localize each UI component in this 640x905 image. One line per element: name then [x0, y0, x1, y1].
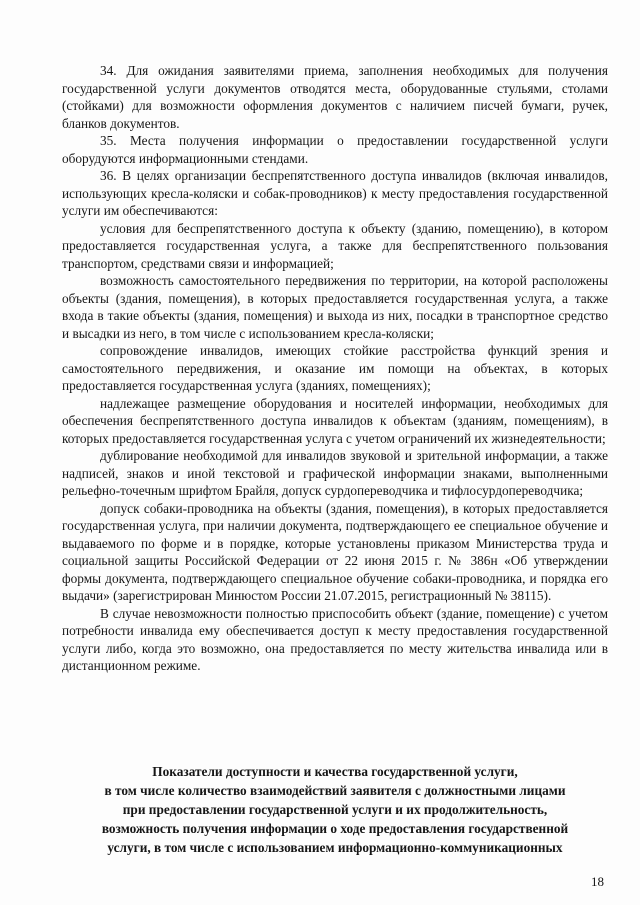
heading-line: услуги, в том числе с использованием информационно-коммуникационных	[107, 840, 563, 855]
list-item-equipment-placement: надлежащее размещение оборудования и носителей информации, необходимых для обеспечения беспрепятственного доступа инвалидов к объектам (зданиям, помещениям), в которых предоставляется государственная услуга с учетом ограничений их жизнедеятельности;	[62, 395, 608, 446]
body-text	[62, 62, 608, 675]
paragraph-36: 36. В целях организации беспрепятственного доступа инвалидов (включая инвалидов, использующих кресла-коляски и собак-проводников) к месту предоставления государственной услуги им обеспечиваются:	[62, 168, 608, 218]
list-item-access-conditions: условия для беспрепятственного доступа к объекту (зданию, помещению), в котором предоставляется государственная услуга, а также для беспрепятственного пользования транспортом, средствами связи и информацией;	[62, 220, 608, 271]
list-item-movement: возможность самостоятельного передвижения по территории, на которой расположены объекты (здания, помещения), в которых предоставляется государственная услуга, а также входа в такие объекты (здания, помещения) и выхода из них, посадки в транспортное средство и высадки из него, в том числе с использованием кресла-коляски;	[62, 273, 608, 341]
list-item-information-duplication: дублирование необходимой для инвалидов звуковой и зрительной информации, а также надписей, знаков и иной текстовой и графической информации знаками, выполненными рельефно-точечным шрифтом Брайля, допуск сурдопереводчика и тифлосурдопереводчика;	[62, 448, 608, 498]
section-heading	[62, 762, 608, 857]
heading-line: возможность получения информации о ходе предоставления государственной	[101, 821, 569, 836]
paragraph-impossibility: В случае невозможности полностью приспособить объект (здание, помещение) с учетом потребности инвалида ему обеспечивается доступ к месту предоставления государственной услуги либо, когда это возможно, она предоставляется по месту жительства инвалида или в дистанционном режиме.	[62, 605, 608, 673]
heading-line: Показатели доступности и качества государственной услуги,	[152, 764, 518, 779]
paragraph-34: 34. Для ожидания заявителями приема, заполнения необходимых для получения государственной услуги документов отводятся места, оборудованные стульями, столами (стойками) для возможности оформления документов с наличием писчей бумаги, ручек, бланков документов.	[62, 63, 608, 131]
page-number: 18	[591, 874, 604, 889]
heading-line: при предоставлении государственной услуги и их продолжительность,	[122, 802, 548, 817]
paragraph-35: 35. Места получения информации о предоставлении государственной услуги оборудуются информационными стендами.	[62, 133, 608, 166]
list-item-guide-dog: допуск собаки-проводника на объекты (здания, помещения), в которых предоставляется государственная услуга, при наличии документа, подтверждающего ее специальное обучение и выдаваемого по форме и в порядке, которые установлены приказом Министерства труда и социальной защиты Российской Федерации от 22 июня 2015 г. № 386н «Об утверждении формы документа, подтверждающего специальное обучение собаки-проводника, и порядка его выдачи» (зарегистрирован Минюстом России 21.07.2015, регистрационный № 38115).	[62, 500, 608, 603]
heading-line: в том числе количество взаимодействий заявителя с должностными лицами	[104, 783, 566, 798]
list-item-escort: сопровождение инвалидов, имеющих стойкие расстройства функций зрения и самостоятельного передвижения, и оказание им помощи на объектах, в которых предоставляется государственная услуга (зданиях, помещениях);	[62, 343, 608, 393]
